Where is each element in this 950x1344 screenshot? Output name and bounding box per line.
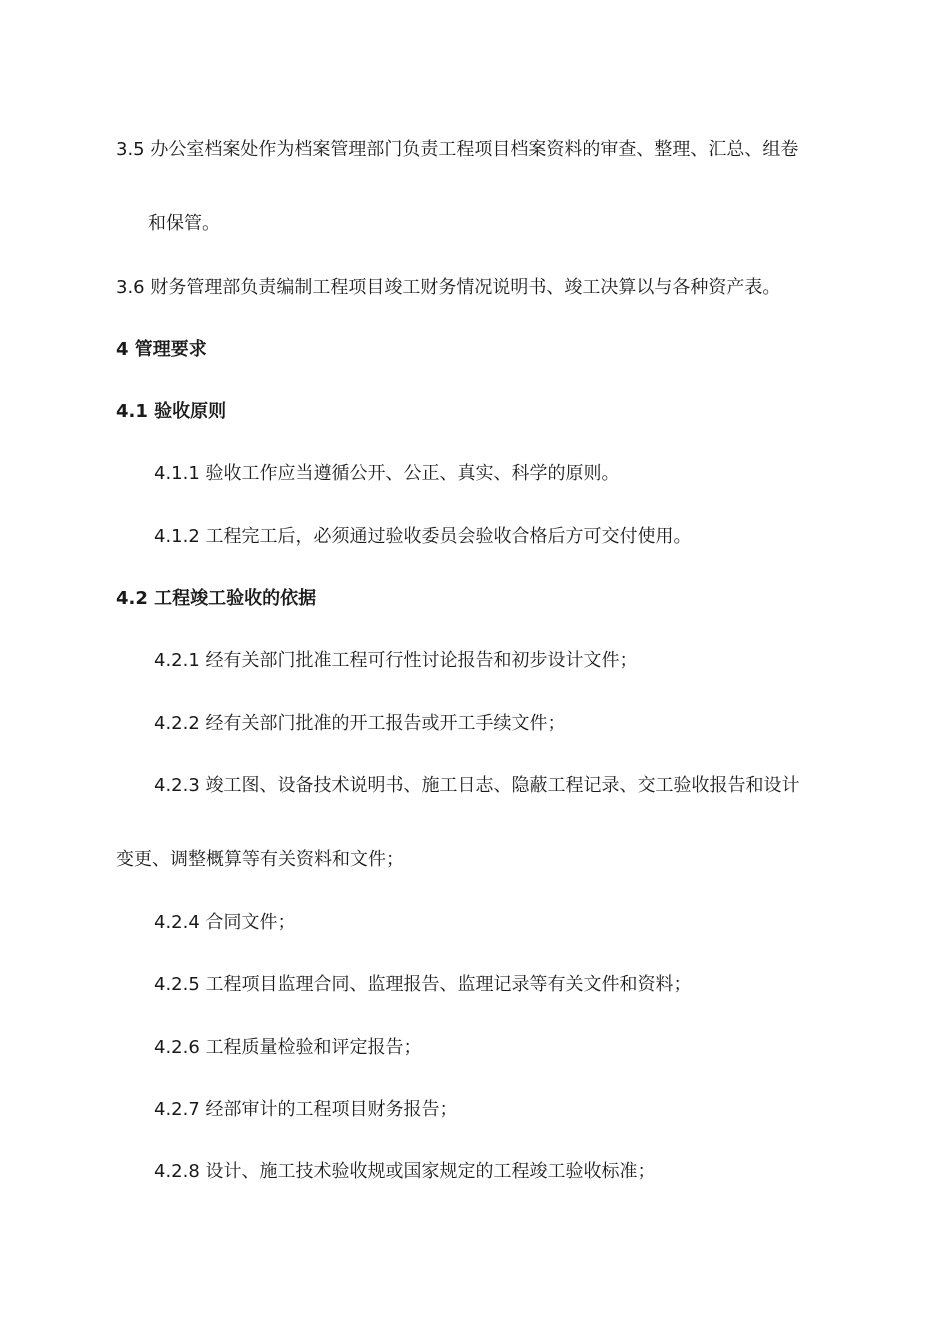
heading-4: 4 管理要求 <box>116 339 207 360</box>
paragraph-4-2-8: 4.2.8 设计、施工技术验收规或国家规定的工程竣工验收标准； <box>154 1161 656 1182</box>
heading-4-2: 4.2 工程竣工验收的依据 <box>116 588 317 609</box>
heading-4-1: 4.1 验收原则 <box>116 401 227 422</box>
paragraph-4-1-2: 4.1.2 工程完工后，必须通过验收委员会验收合格后方可交付使用。 <box>154 526 692 547</box>
paragraph-3-5-line-1: 3.5 办公室档案处作为档案管理部门负责工程项目档案资料的审查、整理、汇总、组卷 <box>116 139 799 160</box>
paragraph-4-1-1: 4.1.1 验收工作应当遵循公开、公正、真实、科学的原则。 <box>154 463 620 484</box>
paragraph-4-2-5: 4.2.5 工程项目监理合同、监理报告、监理记录等有关文件和资料； <box>154 974 692 995</box>
paragraph-4-2-1: 4.2.1 经有关部门批准工程可行性讨论报告和初步设计文件； <box>154 650 638 671</box>
paragraph-4-2-6: 4.2.6 工程质量检验和评定报告； <box>154 1037 422 1058</box>
paragraph-3-6: 3.6 财务管理部负责编制工程项目竣工财务情况说明书、竣工决算以与各种资产表。 <box>116 277 781 298</box>
paragraph-4-2-7: 4.2.7 经部审计的工程项目财务报告； <box>154 1099 458 1120</box>
paragraph-4-2-4: 4.2.4 合同文件； <box>154 912 296 933</box>
paragraph-4-2-3-line-2: 变更、调整概算等有关资料和文件； <box>116 849 404 870</box>
paragraph-3-5-line-2: 和保管。 <box>148 213 220 234</box>
paragraph-4-2-3-line-1: 4.2.3 竣工图、设备技术说明书、施工日志、隐蔽工程记录、交工验收报告和设计 <box>154 775 800 796</box>
paragraph-4-2-2: 4.2.2 经有关部门批准的开工报告或开工手续文件； <box>154 713 566 734</box>
